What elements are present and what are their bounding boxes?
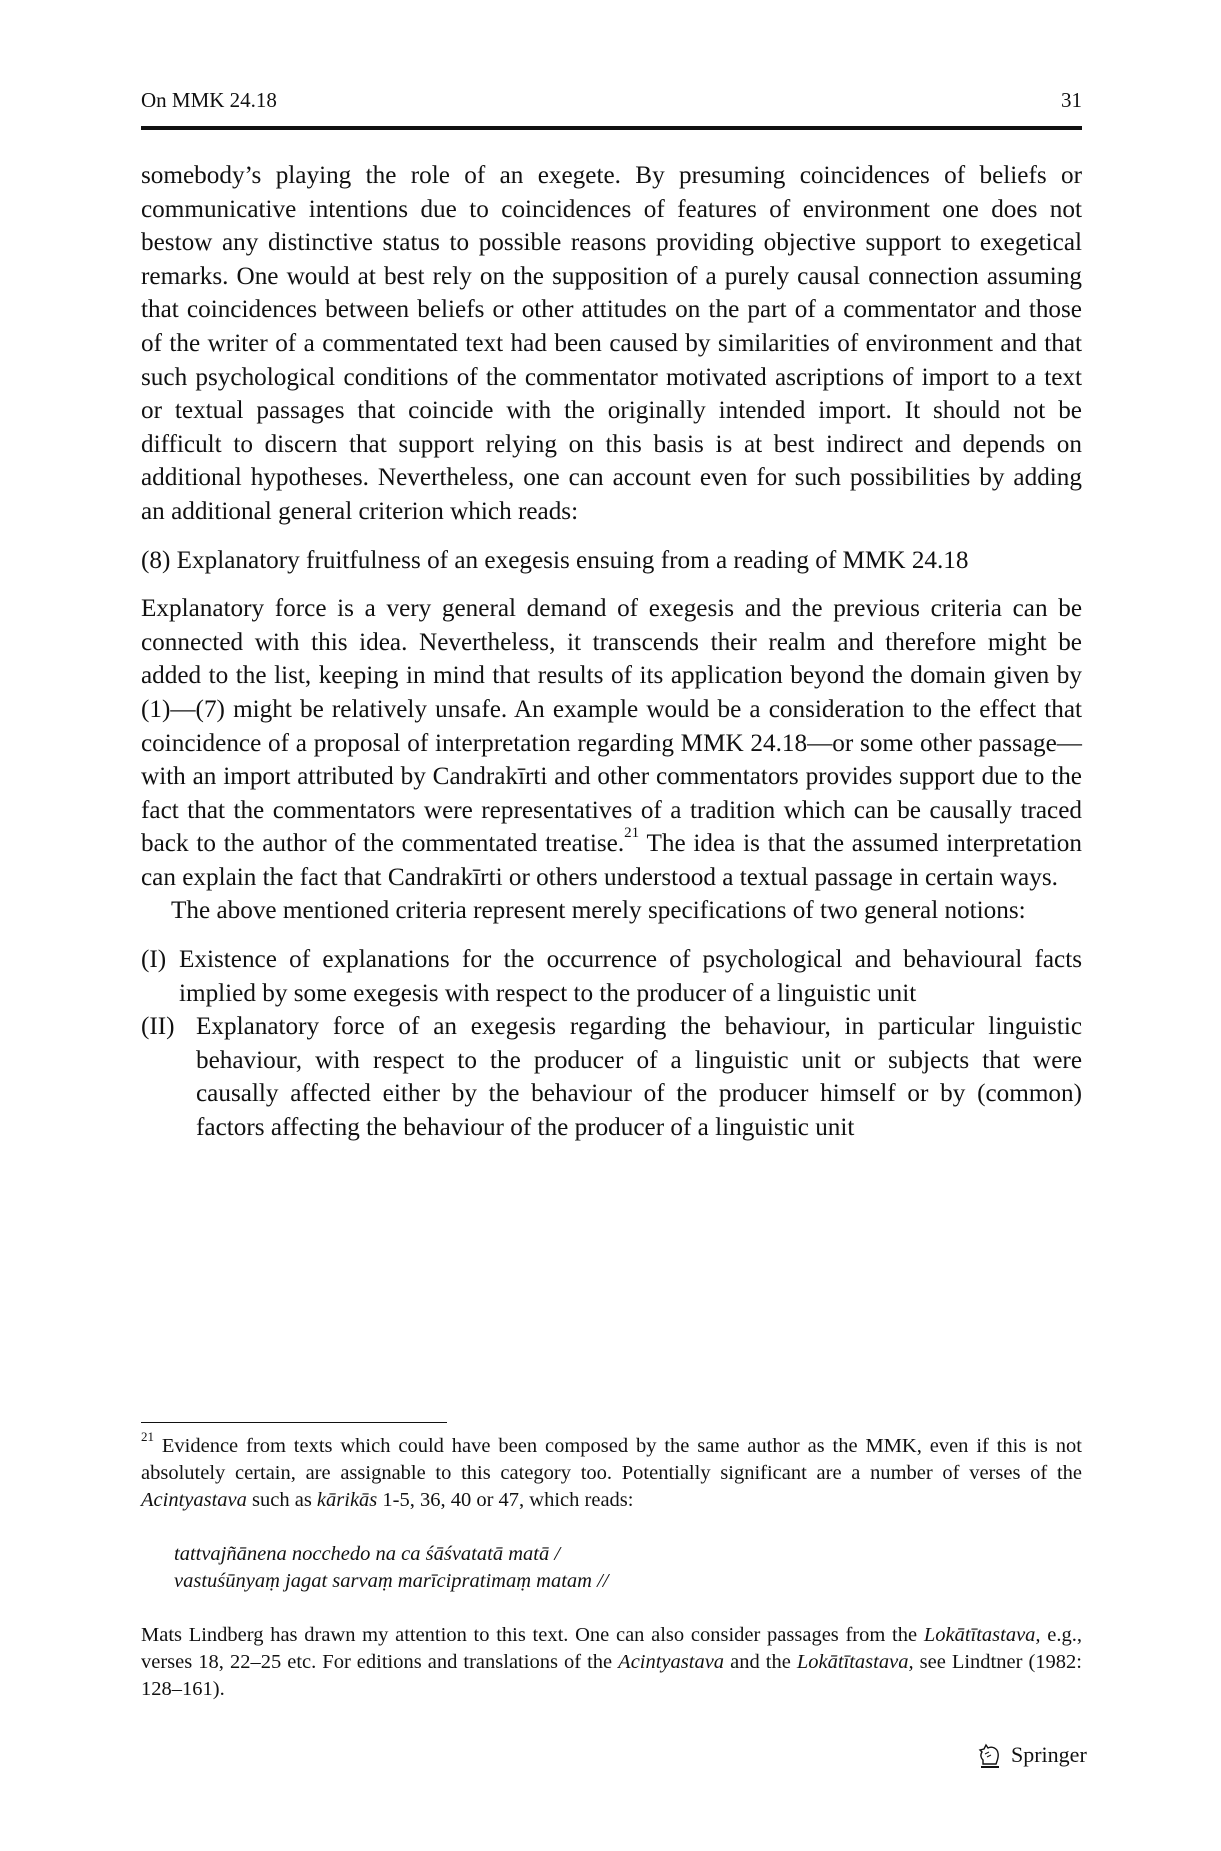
paragraph-text: Explanatory force is a very general demand of exegesis and the previous criteria can be connected with this idea. Nevertheless, it transcends their realm and therefore might be added to the list, keeping in mind that results of its application beyond the domain given by (1)—(7) might be relatively unsafe. An example would be a consideration to the effect that coincidence of a proposal of interpretation regarding MMK 24.18—or some other passage—with an import attributed by Candrakīrti and other commentators provides support due to the fact that the commentators were representatives of a tradition which can be causally traced back to the author of the commentated treatise. <box>141 595 1082 858</box>
term: kārikās <box>316 1489 378 1511</box>
list-item <box>141 1010 1082 1144</box>
footnote-21 <box>141 1429 1082 1703</box>
springer-horse-icon <box>975 1740 1005 1770</box>
running-title: On MMK 24.18 <box>141 88 277 112</box>
footnote-text: and the <box>724 1651 797 1673</box>
paragraph-explanatory-force <box>141 592 1082 894</box>
footnote-text: see Lindtner (1982: 128–161). <box>141 1651 1082 1700</box>
list-label: (II) <box>141 1013 175 1041</box>
work-title: Lokātītastava, <box>796 1651 914 1673</box>
footnote-text: Mats Lindberg has drawn my attention to this text. One can also consider passages from the <box>141 1624 924 1646</box>
verse-line: vastuśūnyaṃ jagat sarvaṃ marīcipratimaṃ matam // <box>174 1570 609 1592</box>
publisher-logo <box>975 1738 1087 1772</box>
footnote-reference[interactable]: 21 <box>624 825 640 842</box>
work-title: Acintyastava <box>618 1651 725 1673</box>
paragraph-text: The idea is that the assumed interpretation can explain the fact that Candrakīrti or others understood a textual passage in certain ways. <box>141 830 1082 891</box>
paragraph-general-notions: The above mentioned criteria represent merely specifications of two general notions: <box>171 897 1026 925</box>
notions-list <box>141 943 1082 1145</box>
footnote-paragraph <box>141 1622 1082 1703</box>
paragraph-continued: somebody’s playing the role of an exegete. By presuming coincidences of beliefs or communicative intentions due to coincidences of features of environment one does not bestow any distinctive status to possible reasons providing objective support to exegetical remarks. One would at best rely on the supposition of a purely causal connection assuming that coincidences between beliefs or other attitudes on the part of a commentator and those of the writer of a commentated text had been caused by similarities of environment and that such psychological conditions of the commentator motivated ascriptions of import to a text or textual passages that coincide with the originally intended import. It should not be difficult to discern that support relying on this basis is at best indirect and depends on additional hypotheses. Nevertheless, one can account even for such possibilities by adding an additional general criterion which reads: <box>141 162 1082 525</box>
work-title: Acintyastava <box>141 1489 247 1511</box>
publisher-name: Springer <box>1011 1742 1087 1767</box>
main-text <box>141 159 1082 1145</box>
page-number: 31 <box>1061 88 1082 112</box>
footnote-text: Evidence from texts which could have been composed by the same author as the MMK, even if this is not absolutely certain, are assignable to this category too. Potentially significant are a number of verses of the <box>141 1435 1082 1484</box>
footnote-number: 21 <box>141 1429 154 1444</box>
list-item <box>141 943 1082 1010</box>
footnote-rule <box>141 1422 447 1423</box>
list-text: Existence of explanations for the occurrence of psychological and behavioural facts implied by some exegesis with respect to the producer of a linguistic unit <box>179 946 1082 1007</box>
work-title: Lokātītastava, <box>923 1624 1041 1646</box>
verse-line: tattvajñānena nocchedo na ca śāśvatatā matā / <box>174 1543 561 1565</box>
running-header <box>141 88 1082 118</box>
criterion-8: (8) Explanatory fruitfulness of an exegesis ensuing from a reading of MMK 24.18 <box>141 546 969 574</box>
list-text: Explanatory force of an exegesis regarding the behaviour, in particular linguistic behaviour, with respect to the producer of a linguistic unit or subjects that were causally affected either by the behaviour of the producer himself or by (common) factors affecting the behaviour of the producer of a linguistic unit <box>196 1013 1082 1142</box>
header-rule <box>141 126 1082 130</box>
footnote-text: e.g., verses 18, 22–25 etc. For editions and translations of the <box>141 1624 1082 1673</box>
list-label: (I) <box>141 946 167 974</box>
verse-quote <box>141 1541 1082 1595</box>
footnote-paragraph <box>141 1429 1082 1514</box>
footnote-text: such as <box>246 1489 317 1511</box>
footnote-text: 1-5, 36, 40 or 47, which reads: <box>377 1489 634 1511</box>
